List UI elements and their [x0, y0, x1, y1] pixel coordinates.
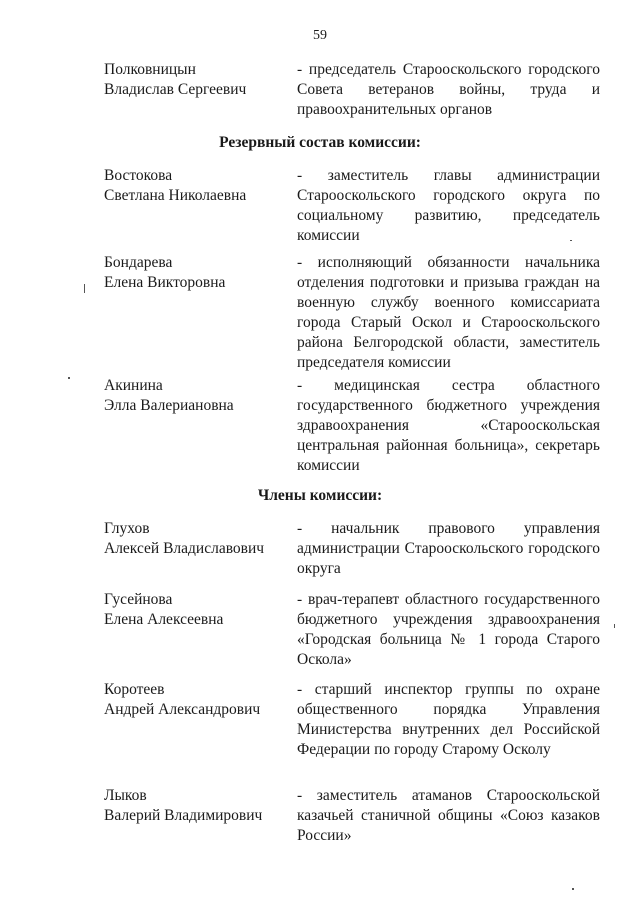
member-role: - старший инспектор группы по охране общественного порядка Управления Министерства внутренних дел Российской Федерации по городу Старому Осколу: [297, 681, 600, 758]
page-number: 59: [313, 28, 327, 43]
member-role: - начальник правового управления администрации Старооскольского городского округа: [297, 520, 600, 577]
member-name: Гусейнова Елена Алексеевна: [104, 591, 224, 628]
member-role: - врач-терапевт областного государственного бюджетного учреждения здравоохранения «Городская больница № 1 города Старого Оскола»: [297, 591, 600, 668]
member-role: - председатель Старооскольского городского Совета ветеранов войны, труда и правоохранительных органов: [297, 61, 600, 118]
scan-speck: [570, 240, 572, 241]
section-heading-reserve: Резервный состав комиссии:: [219, 134, 421, 151]
scan-speck: [68, 377, 70, 379]
member-role: - медицинская сестра областного государственного бюджетного учреждения здравоохранения «Старооскольская центральная районная больница», секретарь комиссии: [297, 377, 600, 474]
section-heading-members: Члены комиссии:: [257, 487, 383, 504]
member-role: - заместитель атаманов Старооскольской казачьей станичной общины «Союз казаков России»: [297, 787, 600, 844]
scan-speck: [614, 624, 615, 628]
member-name: Востокова Светлана Николаевна: [104, 167, 247, 204]
member-role: - заместитель главы администрации Старооскольского городского округа по социальному развитию, председатель комиссии: [297, 167, 600, 244]
member-role: - исполняющий обязанности начальника отделения подготовки и призыва граждан на военную службу военного комиссариата города Старый Оскол и Старооскольского района Белгородской области, заместитель председателя комиссии: [297, 254, 600, 371]
member-name: Акинина Элла Валериановна: [104, 377, 234, 414]
member-name: Коротеев Андрей Александрович: [104, 681, 261, 718]
member-name: Глухов Алексей Владиславович: [104, 520, 265, 557]
member-name: Полковницын Владислав Сергеевич: [104, 61, 247, 98]
scan-speck: [84, 284, 85, 293]
member-name: Бондарева Елена Викторовна: [104, 254, 226, 291]
member-name: Лыков Валерий Владимирович: [104, 787, 263, 824]
scan-speck: [572, 888, 574, 890]
